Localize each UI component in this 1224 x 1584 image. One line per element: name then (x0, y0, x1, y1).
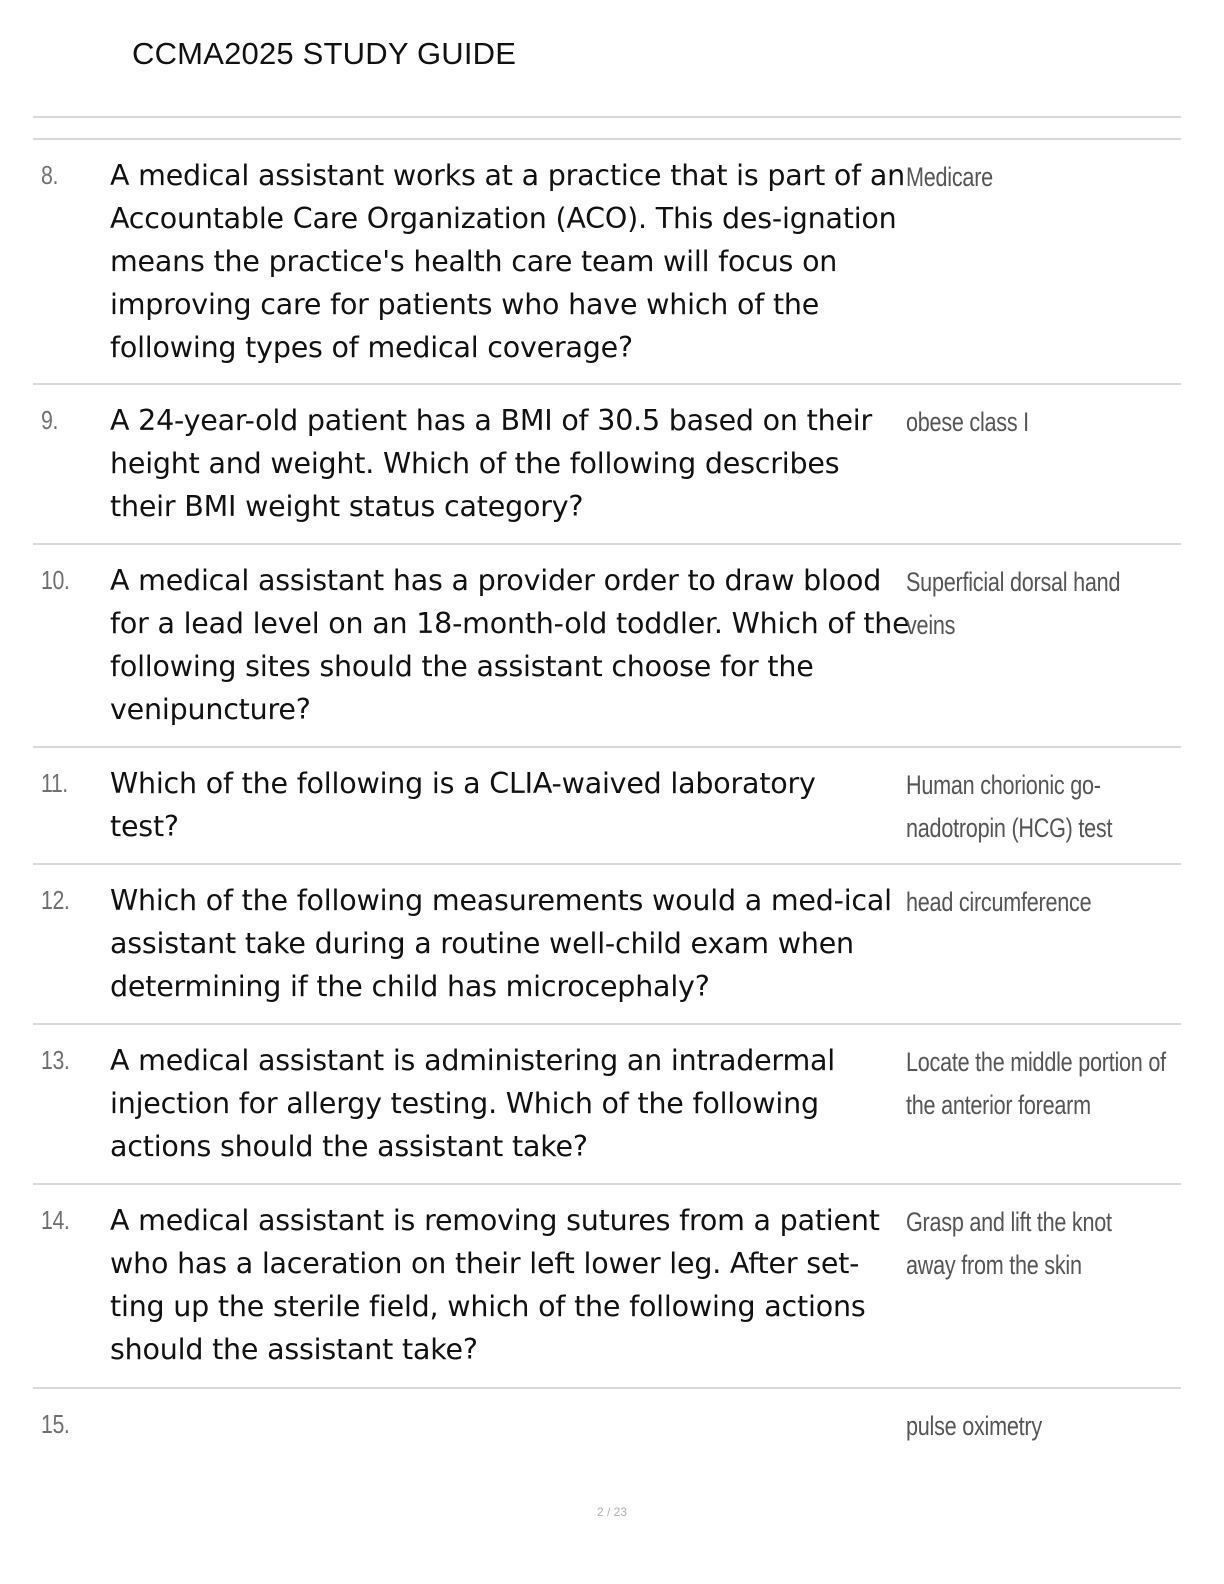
table-row (33, 1389, 1181, 1469)
answer-text: obese class I (906, 407, 1029, 437)
question-text: A medical assistant has a provider order to draw blood for a lead level on an 18-month-old toddler. Which of the following sites should the assistant choose for the venipuncture? (110, 564, 910, 726)
table-row (33, 385, 1181, 545)
table-row (33, 140, 1181, 385)
table-row (33, 748, 1181, 865)
page-title: CCMA2025 STUDY GUIDE (132, 36, 517, 71)
table-row (33, 865, 1181, 1025)
answer-text: Superficial dorsal hand veins (906, 567, 1121, 640)
answer-text: pulse oximetry (906, 1411, 1042, 1441)
answer-text: Human chorionic go-nadotropin (HCG) test (906, 770, 1113, 843)
question-number: 14. (41, 1205, 70, 1235)
answer-text: Medicare (906, 162, 993, 192)
question-text: A medical assistant is administering an intradermal injection for allergy testing. Which of the following actions should the assistant take? (110, 1044, 835, 1163)
answer-text: head circumference (906, 887, 1092, 917)
question-text: A 24-year-old patient has a BMI of 30.5 based on their height and weight. Which of the following describes their BMI weight status category? (110, 404, 873, 523)
header-divider (33, 116, 1181, 118)
answer-text: Grasp and lift the knot away from the skin (906, 1207, 1112, 1280)
question-number: 8. (41, 160, 58, 190)
table-row (33, 1185, 1181, 1389)
question-number: 15. (41, 1409, 70, 1439)
question-text: Which of the following is a CLIA-waived laboratory test? (110, 767, 816, 843)
question-text: A medical assistant is removing sutures from a patient who has a laceration on their left lower leg. After set-ting up the sterile field, which of the following actions should the assistant take? (110, 1204, 880, 1366)
question-text: A medical assistant works at a practice that is part of an Accountable Care Organization (ACO). This des-ignation means the practice's health care team will focus on improving care for patients who have which of the following types of medical coverage? (110, 159, 905, 364)
table-row (33, 1025, 1181, 1185)
question-number: 12. (41, 885, 70, 915)
page-indicator: 2 / 23 (596, 1505, 628, 1519)
question-text: Which of the following measurements would a med-ical assistant take during a routine well-child exam when determining if the child has microcephaly? (110, 884, 892, 1003)
question-number: 10. (41, 565, 70, 595)
table-row (33, 545, 1181, 748)
question-number: 11. (41, 768, 68, 798)
answer-text: Locate the middle portion of the anterior forearm (906, 1047, 1166, 1120)
question-number: 13. (41, 1045, 70, 1075)
question-number: 9. (41, 405, 58, 435)
